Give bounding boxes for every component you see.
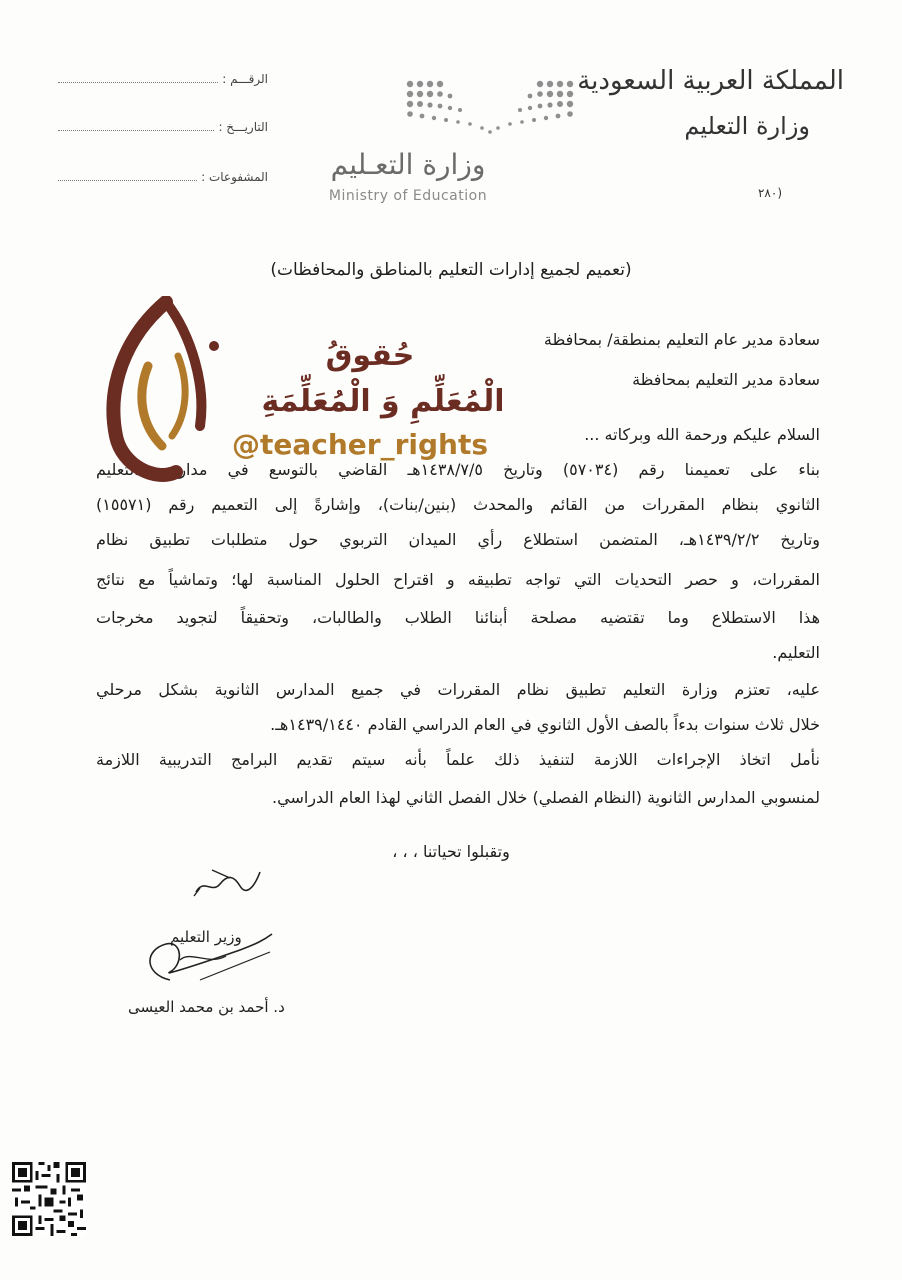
- body-line: عليه، تعتزم وزارة التعليم تطبيق نظام المقررات في جميع المدارس الثانوية بشكل مرحلي: [96, 680, 820, 699]
- body-line: نأمل اتخاذ الإجراءات اللازمة لتنفيذ ذلك علماً بأنه سيتم تقديم البرامج التدريبية اللازمة: [96, 750, 820, 769]
- date-field: [58, 120, 268, 134]
- logo-arabic-text: وزارة التعـليم: [330, 148, 486, 181]
- kingdom-title: المملكة العربية السعودية: [577, 66, 844, 96]
- body-line: الثانوي بنظام المقررات من القائم والمحدث (بنين/بنات)، وإشارةً إلى التعميم رقم (١٥٥٧١): [96, 495, 820, 514]
- initials-signature-icon: [190, 858, 270, 904]
- circular-title: (تعميم لجميع إدارات التعليم بالمناطق والمحافظات): [270, 260, 632, 280]
- body-line: التعليم.: [772, 643, 820, 662]
- number-field-line: [58, 72, 218, 83]
- ministry-logo-icon: [400, 76, 580, 138]
- body-line: المقررات، و حصر التحديات التي تواجه تطبيقه و اقتراح الحلول المناسبة لها؛ وتماشياً مع نتائج: [96, 570, 820, 589]
- addressee-line-1: سعادة مدير عام التعليم بمنطقة/ بمحافظة: [543, 330, 820, 349]
- date-field-label: التاريـــخ :: [218, 120, 268, 134]
- greeting-line: السلام عليكم ورحمة الله وبركاته ...: [584, 425, 820, 444]
- qr-code-icon: [12, 1162, 86, 1236]
- body-line: بناء على تعميمنا رقم (٥٧٠٣٤) وتاريخ ١٤٣٨/٧/٥هـ القاضي بالتوسع في مدارس التعليم: [96, 460, 821, 479]
- date-field-line: [58, 120, 214, 131]
- attachments-field: [58, 170, 268, 184]
- reference-number: ٢٨٠): [757, 186, 782, 200]
- body-line: لمنسوبي المدارس الثانوية (النظام الفصلي) خلال الفصل الثاني لهذا العام الدراسي.: [272, 788, 820, 807]
- body-line: وتاريخ ١٤٣٩/٢/٢هـ، المتضمن استطلاع رأي الميدان التربوي حول متطلبات تطبيق نظام: [96, 530, 820, 549]
- teacher-rights-emblem-icon: [96, 296, 236, 486]
- minister-name: د. أحمد بن محمد العيسى: [128, 998, 285, 1016]
- minister-signature-icon: [140, 920, 280, 990]
- logo-english-text: Ministry of Education: [328, 188, 488, 204]
- number-field-label: الرقـــم :: [222, 72, 268, 86]
- ministry-title: وزارة التعليم: [684, 112, 810, 140]
- number-field: [58, 72, 268, 86]
- body-line: خلال ثلاث سنوات بدءاً بالصف الأول الثانوي في العام الدراسي القادم ١٤٣٩/١٤٤٠هـ.: [270, 715, 820, 734]
- minister-title: وزير التعليم: [170, 928, 242, 946]
- watermark-line-1: حُقوقُ: [325, 338, 415, 373]
- watermark-handle: @teacher_rights: [232, 428, 489, 461]
- attachments-field-label: المشفوعات :: [201, 170, 268, 184]
- watermark-line-2: الْمُعَلِّمِ وَ الْمُعَلِّمَةِ: [261, 384, 505, 419]
- body-line: هذا الاستطلاع وما تقتضيه مصلحة أبنائنا الطلاب والطالبات، وتحقيقاً لتجويد مخرجات: [96, 608, 820, 627]
- attachments-field-line: [58, 170, 197, 181]
- addressee-line-2: سعادة مدير التعليم بمحافظة: [632, 370, 820, 389]
- closing-line: وتقبلوا تحياتنا ، ، ،: [392, 842, 510, 861]
